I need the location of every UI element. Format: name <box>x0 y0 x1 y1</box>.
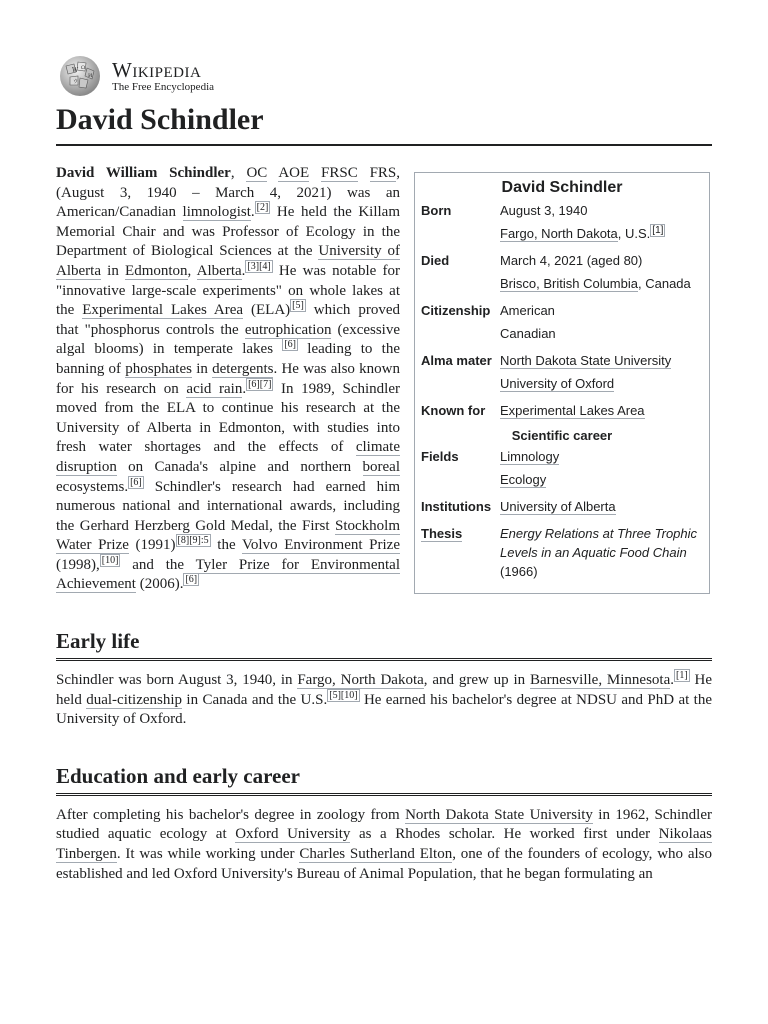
text: (2006). <box>135 576 184 593</box>
infobox-label: Fields <box>421 449 459 464</box>
boreal-link[interactable]: boreal <box>362 458 400 475</box>
acid-rain-link[interactable]: acid rain <box>186 380 243 397</box>
fargo-link[interactable]: Fargo, North Dakota <box>500 226 618 241</box>
text: , U.S. <box>617 226 651 241</box>
infobox-row-born <box>421 201 703 247</box>
infobox-value <box>500 447 703 493</box>
post-nominal-link[interactable]: FRSC <box>321 165 358 181</box>
born-date: August 3, 1940 <box>500 203 588 218</box>
wordmark <box>112 59 214 93</box>
thesis-label-link[interactable]: Thesis <box>421 526 463 541</box>
text: , one of the founders of ecology, who also established and led Oxford University's Bureau of Animal Population, that he began formulating an <box>56 846 712 882</box>
lead-paragraph: David William Schindler, OC AOE FRSC FRS, (August 3, 1940 – March 4, 2021) was an American/Canadian limnologist. [2] He held the Killam Memorial Chair and was Professor of Ecology in the Department of Biological Sciences at the University of Alberta in Edmonton, Alberta. [3][4] He was notable for "innovative large-scale experiments" on whole lakes at the Experimental Lakes Area (ELA) [5] which proved that "phosphorus controls the eutrophication (excessive algal blooms) in temperate lakes [6] leading to the banning of phosphates in detergents. He was also known for his research on acid rain. [6][7] In 1989, Schindler moved from the ELA to continue his research at the University of Alberta in Edmonton, with studies into fresh water shortages and the effects of climate disruption on Canada's alpine and northern boreal ecosystems. [6] Schindler's research had earned him numerous national and international awards, including the Gerhard Herzberg Gold Medal, the First Stockholm Water Prize (1991) $^{[8][9]:5}$ the Volvo Environment Prize (1998), [10] and the Tyler Prize for Environmental Achievement (2006). [6] <box>56 165 401 593</box>
text: ecosystems. <box>56 478 129 495</box>
infobox-row-known-for <box>421 401 703 424</box>
infobox-value <box>500 251 703 297</box>
text: (ELA) <box>243 302 291 319</box>
citation[interactable] <box>176 534 211 547</box>
citation-link[interactable]: [6] <box>130 476 142 488</box>
citation-link[interactable]: [8][9]:5 <box>177 535 209 547</box>
citation[interactable] <box>245 260 272 273</box>
edmonton-link[interactable]: Edmonton <box>125 262 188 279</box>
elton-link[interactable]: Charles Sutherland Elton <box>299 846 453 863</box>
detergents-link[interactable]: detergents <box>212 360 274 377</box>
text: He was notable for "innovative large-scale experiments" on whole lakes at the <box>56 262 400 319</box>
article-page <box>56 54 712 884</box>
died-date: March 4, 2021 (aged 80) <box>500 253 643 268</box>
citation-link[interactable]: [1] <box>676 670 688 682</box>
wikipedia-logo[interactable] <box>56 54 712 98</box>
ecology-link[interactable]: Ecology <box>500 472 547 487</box>
text: (1991) <box>128 537 176 554</box>
citation[interactable] <box>183 573 199 586</box>
text: in <box>100 262 126 279</box>
infobox-row-citizenship <box>421 301 703 347</box>
text: (1998), <box>56 556 100 573</box>
citation-link[interactable]: [3][4] <box>247 260 271 272</box>
text: . <box>670 672 674 689</box>
ela-link[interactable]: Experimental Lakes Area <box>500 403 645 418</box>
svg-text:W: W <box>72 67 79 74</box>
infobox-label: Citizenship <box>421 303 491 318</box>
svg-text:И: И <box>88 73 93 79</box>
infobox-label: Born <box>421 203 452 218</box>
stockholm-prize-link[interactable]: Stockholm Water Prize <box>56 517 400 554</box>
phosphates-link[interactable]: phosphates <box>125 360 192 377</box>
section-heading: Education and early career <box>56 762 712 796</box>
post-nominal-link[interactable]: FRS <box>369 165 397 181</box>
citation[interactable] <box>100 554 121 567</box>
citation-link[interactable]: [6] <box>185 574 198 586</box>
text: (excessive algal blooms) in temperate lakes <box>56 321 401 358</box>
citation-link[interactable]: [10] <box>101 554 119 566</box>
text: , (August 3, 1940 – March 4, 2021) was an American/Canadian <box>56 165 401 221</box>
infobox-label: Institutions <box>421 499 492 514</box>
text: and the <box>120 556 196 573</box>
text: as a Rhodes scholar. He worked first under <box>350 826 659 843</box>
infobox-row-thesis <box>421 524 703 585</box>
citation[interactable] <box>128 476 144 489</box>
wordmark-title: Wikipedia <box>112 58 202 82</box>
citation-link[interactable]: [6][7] <box>248 378 272 390</box>
text: leading to the banning of <box>56 341 400 377</box>
infobox-value <box>500 524 703 585</box>
citation[interactable] <box>246 378 273 391</box>
infobox-section-heading: Scientific career <box>511 428 613 443</box>
limnology-link[interactable]: Limnology <box>500 449 560 464</box>
page-title: David Schindler <box>56 100 712 146</box>
infobox-value <box>500 201 703 247</box>
early-life-paragraph <box>56 671 712 730</box>
infobox-row-fields <box>421 447 703 493</box>
citizenship-item: American <box>500 303 555 318</box>
text: on Canada's alpine and northern <box>116 458 363 475</box>
dual-citizenship-link[interactable]: dual-citizenship <box>86 691 183 708</box>
citation-link[interactable]: [5] <box>292 300 304 312</box>
intro-section <box>56 164 712 595</box>
tyler-prize-link[interactable]: Tyler Prize for Environmental Achievement <box>56 556 400 593</box>
text: He held the Killam Memorial Chair and was Professor of Ecology in the Department of Biological Sciences at the <box>56 204 400 260</box>
barnesville-link[interactable]: Barnesville, Minnesota <box>530 672 671 689</box>
infobox-value <box>500 401 703 424</box>
post-nominal-link[interactable]: OC <box>246 165 268 181</box>
oxford-link[interactable]: University of Oxford <box>500 376 615 391</box>
citation[interactable] <box>327 689 359 702</box>
eutrophication-link[interactable]: eutrophication <box>244 321 332 338</box>
thesis-year: (1966) <box>500 564 538 579</box>
post-nominal-link[interactable]: AOE <box>278 165 310 181</box>
citation[interactable] <box>255 201 271 214</box>
infobox <box>414 172 710 594</box>
oxford-link[interactable]: Oxford University <box>235 826 351 843</box>
infobox-value <box>500 351 703 397</box>
infobox-label: Alma mater <box>421 353 492 368</box>
ualberta-link[interactable]: University of Alberta <box>500 499 616 514</box>
text: , Canada <box>638 276 691 291</box>
section-early-life <box>56 627 712 730</box>
ndsu-link[interactable]: North Dakota State University <box>405 806 593 823</box>
section-heading: Early life <box>56 627 712 661</box>
tinbergen-link[interactable]: Nikolaas Tinbergen <box>56 826 712 863</box>
infobox-label: Died <box>421 253 450 268</box>
text: . He was also known for his research on <box>56 360 400 397</box>
svg-text:ウ: ウ <box>73 79 79 85</box>
infobox-title: David Schindler <box>501 179 623 196</box>
alberta-link[interactable]: Alberta <box>196 262 242 279</box>
text: . It was while working under <box>116 846 300 863</box>
born-place <box>500 224 703 243</box>
infobox-label: Known for <box>421 403 486 418</box>
text: in Canada and the U.S. <box>182 691 328 708</box>
text: the <box>210 537 242 554</box>
citizenship-item: Canadian <box>500 326 556 341</box>
infobox-value <box>500 301 703 347</box>
citation[interactable] <box>674 669 690 682</box>
citation-link[interactable]: [5][10] <box>329 689 358 701</box>
ndsu-link[interactable]: North Dakota State University <box>500 353 672 368</box>
limnologist-link[interactable]: limnologist <box>182 204 251 221</box>
text: After completing his bachelor's degree in zoology from <box>56 806 406 823</box>
text: in 1962, Schindler studied aquatic ecology at <box>56 806 712 843</box>
ela-link[interactable]: Experimental Lakes Area <box>82 302 244 319</box>
text: which proved that "phosphorus controls the <box>56 302 401 338</box>
infobox-row-institutions <box>421 497 703 520</box>
text: He earned his bachelor's degree at NDSU and PhD at the University of Oxford. <box>56 691 712 728</box>
section-education <box>56 762 712 884</box>
thesis-title: Energy Relations at Three Trophic Levels in an Aquatic Food Chain <box>500 526 698 560</box>
citation-link[interactable]: [2] <box>256 202 269 214</box>
text: in <box>191 360 213 377</box>
text: Schindler was born August 3, 1940, in <box>56 672 298 689</box>
text: In 1989, Schindler moved from the ELA to continue his research at the University of Alberta in Edmonton, with studies into fresh water shortages and the effects of <box>56 380 400 456</box>
citation[interactable] <box>650 224 665 237</box>
fargo-link[interactable]: Fargo, North Dakota <box>297 672 424 689</box>
climate-disruption-link[interactable]: climate disruption <box>56 439 400 475</box>
text: Schindler's research had earned him numerous national and international awards, including the Gerhard Herzberg Gold Medal, the First <box>56 478 400 534</box>
wordmark-subtitle: The Free Encyclopedia <box>112 81 215 93</box>
citation[interactable] <box>282 338 298 351</box>
citation-link[interactable]: [1] <box>652 224 664 236</box>
education-paragraph <box>56 806 712 884</box>
text: , and grew up in <box>423 672 531 689</box>
infobox-label-cell <box>421 524 500 585</box>
brisco-link[interactable]: Brisco, British Columbia <box>500 276 638 291</box>
infobox-row-died <box>421 251 703 297</box>
text: , <box>187 262 197 279</box>
subject-name: David William Schindler <box>56 165 231 181</box>
text: He held <box>56 672 712 708</box>
wikipedia-globe-icon <box>56 54 104 98</box>
infobox-value <box>500 497 703 520</box>
died-place <box>500 274 703 293</box>
citation-link[interactable]: [6] <box>284 339 297 351</box>
infobox-row-alma-mater <box>421 351 703 397</box>
ualberta-link[interactable]: University of Alberta <box>56 243 401 279</box>
volvo-prize-link[interactable]: Volvo Environment Prize <box>242 537 400 554</box>
svg-text:Ω: Ω <box>81 65 86 71</box>
citation[interactable] <box>290 299 306 312</box>
